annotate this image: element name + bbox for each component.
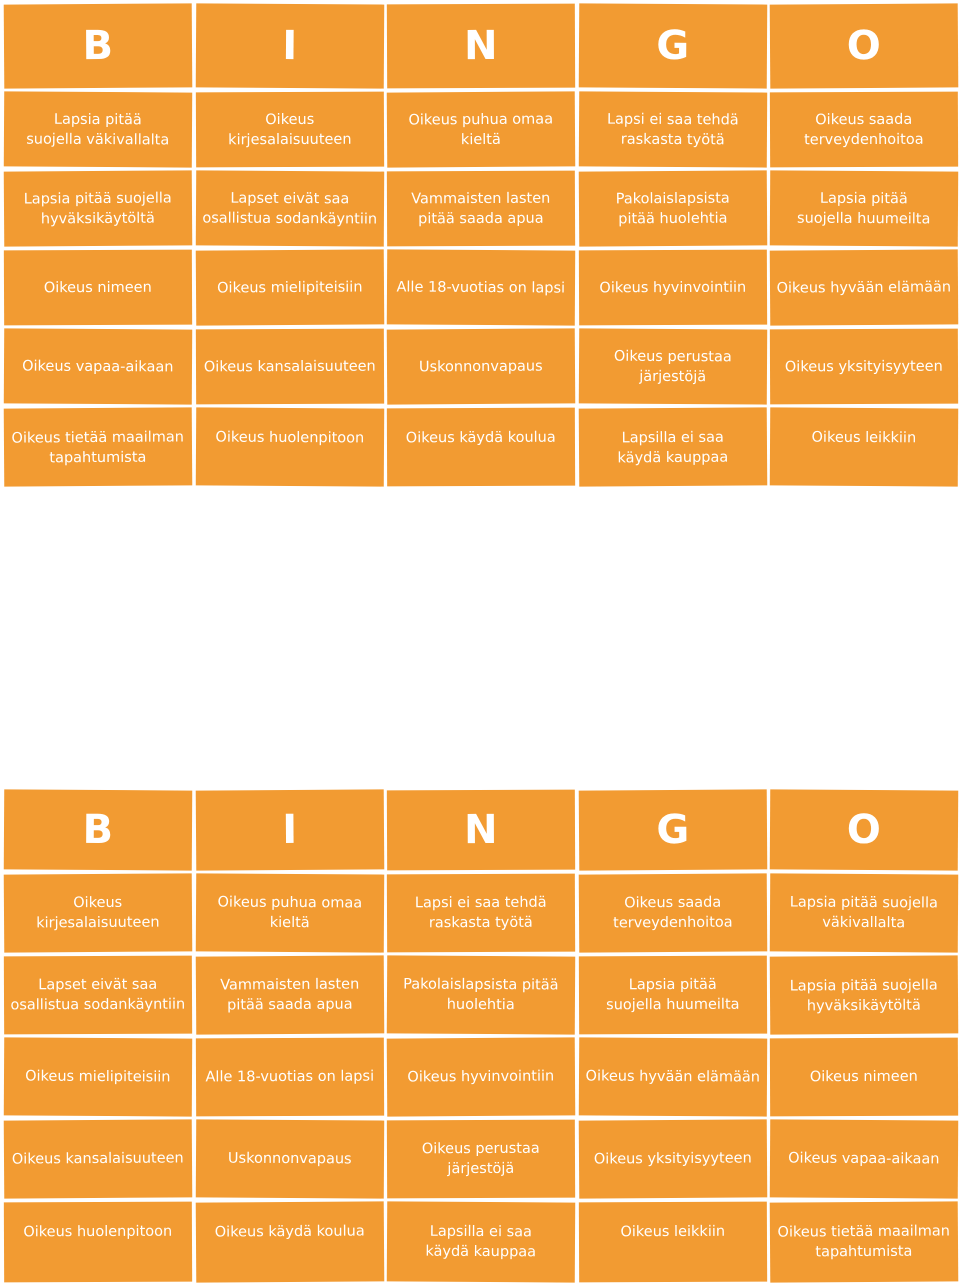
bingo-cell[interactable]: Lapsia pitää suojella huumeilta	[770, 170, 958, 246]
bingo-letter-i: I	[195, 789, 383, 870]
bingo-cell[interactable]: Lapsi ei saa tehdä raskasta työtä	[387, 874, 575, 953]
bingo-card-2	[4, 790, 958, 1282]
bingo-cell[interactable]: Uskonnonvapaus	[387, 328, 575, 404]
bingo-cell[interactable]: Oikeus kansalaisuuteen	[4, 1119, 192, 1198]
bingo-card-1	[4, 4, 958, 486]
bingo-cell[interactable]: Pakolaislapsista pitää huolehtia	[579, 170, 767, 246]
bingo-cell[interactable]: Alle 18-vuotias on lapsi	[195, 1038, 383, 1117]
bingo-letter-o: O	[770, 3, 958, 88]
bingo-cell[interactable]: Lapset eivät saa osallistua sodankäyntiin	[195, 170, 383, 246]
bingo-cell[interactable]: Lapsilla ei saa käydä kauppaa	[579, 407, 767, 486]
bingo-cell[interactable]: Oikeus saada terveydenhoitoa	[770, 92, 958, 168]
bingo-cell[interactable]: Oikeus huolenpitoon	[195, 407, 383, 486]
bingo-cell[interactable]: Alle 18-vuotias on lapsi	[387, 249, 575, 325]
bingo-cell[interactable]: Oikeus perustaa järjestöjä	[387, 1120, 575, 1199]
bingo-cell[interactable]: Oikeus käydä koulua	[387, 408, 575, 487]
bingo-cell[interactable]: Oikeus nimeen	[4, 250, 192, 326]
bingo-cell[interactable]: Lapsia pitää suojella hyväksikäytöltä	[4, 170, 192, 246]
bingo-cell[interactable]: Oikeus kirjesalaisuuteen	[4, 873, 192, 952]
bingo-cell[interactable]: Lapsi ei saa tehdä raskasta työtä	[579, 91, 767, 167]
bingo-cell[interactable]: Oikeus saada terveydenhoitoa	[579, 873, 767, 952]
bingo-cell[interactable]: Oikeus tietää maailman tapahtumista	[4, 407, 192, 486]
bingo-cell[interactable]: Oikeus mielipiteisiin	[4, 1037, 192, 1116]
bingo-cell[interactable]: Oikeus hyvään elämään	[579, 1037, 767, 1116]
bingo-cell[interactable]: Uskonnonvapaus	[195, 1119, 383, 1198]
bingo-cell[interactable]: Oikeus kansalaisuuteen	[195, 329, 383, 405]
bingo-cell[interactable]: Oikeus käydä koulua	[195, 1201, 383, 1282]
bingo-cell[interactable]: Oikeus vapaa-aikaan	[4, 328, 192, 404]
bingo-cell[interactable]: Oikeus huolenpitoon	[4, 1202, 192, 1283]
bingo-letter-g: G	[579, 3, 767, 88]
bingo-cell[interactable]: Oikeus yksityisyyteen	[770, 329, 958, 405]
bingo-cell[interactable]: Oikeus hyvinvointiin	[579, 250, 767, 326]
bingo-cell[interactable]: Vammaisten lasten pitää saada apua	[195, 955, 383, 1034]
bingo-cell[interactable]: Oikeus puhua omaa kieltä	[387, 91, 575, 167]
bingo-cell[interactable]: Oikeus vapaa-aikaan	[770, 1119, 958, 1198]
bingo-letter-g: G	[579, 789, 767, 870]
bingo-cell[interactable]: Oikeus hyvinvointiin	[387, 1037, 575, 1116]
bingo-cell[interactable]: Oikeus kirjesalaisuuteen	[195, 92, 383, 168]
bingo-cell[interactable]: Lapsia pitää suojella väkivallalta	[770, 873, 958, 952]
bingo-letter-b: B	[4, 789, 192, 870]
bingo-cell[interactable]: Lapsilla ei saa käydä kauppaa	[387, 1201, 575, 1282]
bingo-cell[interactable]: Oikeus leikkiin	[770, 407, 958, 486]
bingo-letter-n: N	[387, 790, 575, 871]
bingo-cell[interactable]: Lapsia pitää suojella väkivallalta	[4, 91, 192, 167]
bingo-cell[interactable]: Lapset eivät saa osallistua sodankäyntiin	[4, 956, 192, 1035]
bingo-cell[interactable]: Lapsia pitää suojella hyväksikäytöltä	[770, 955, 958, 1034]
bingo-letter-n: N	[387, 4, 575, 89]
bingo-cell[interactable]: Oikeus tietää maailman tapahtumista	[770, 1201, 958, 1282]
bingo-letter-o: O	[770, 789, 958, 870]
bingo-cell[interactable]: Oikeus hyvään elämään	[770, 249, 958, 325]
bingo-cell[interactable]: Oikeus puhua omaa kieltä	[195, 873, 383, 952]
bingo-cell[interactable]: Oikeus yksityisyyteen	[579, 1119, 767, 1198]
bingo-letter-b: B	[4, 3, 192, 88]
bingo-cell[interactable]: Oikeus mielipiteisiin	[195, 249, 383, 325]
bingo-cell[interactable]: Oikeus perustaa järjestöjä	[579, 328, 767, 404]
bingo-cell[interactable]: Oikeus nimeen	[770, 1038, 958, 1117]
bingo-letter-i: I	[195, 3, 383, 88]
bingo-cell[interactable]: Vammaisten lasten pitää saada apua	[387, 171, 575, 247]
bingo-cell[interactable]: Oikeus leikkiin	[579, 1202, 767, 1283]
bingo-cell[interactable]: Lapsia pitää suojella huumeilta	[579, 956, 767, 1035]
bingo-cell[interactable]: Pakolaislapsista pitää huolehtia	[387, 955, 575, 1034]
